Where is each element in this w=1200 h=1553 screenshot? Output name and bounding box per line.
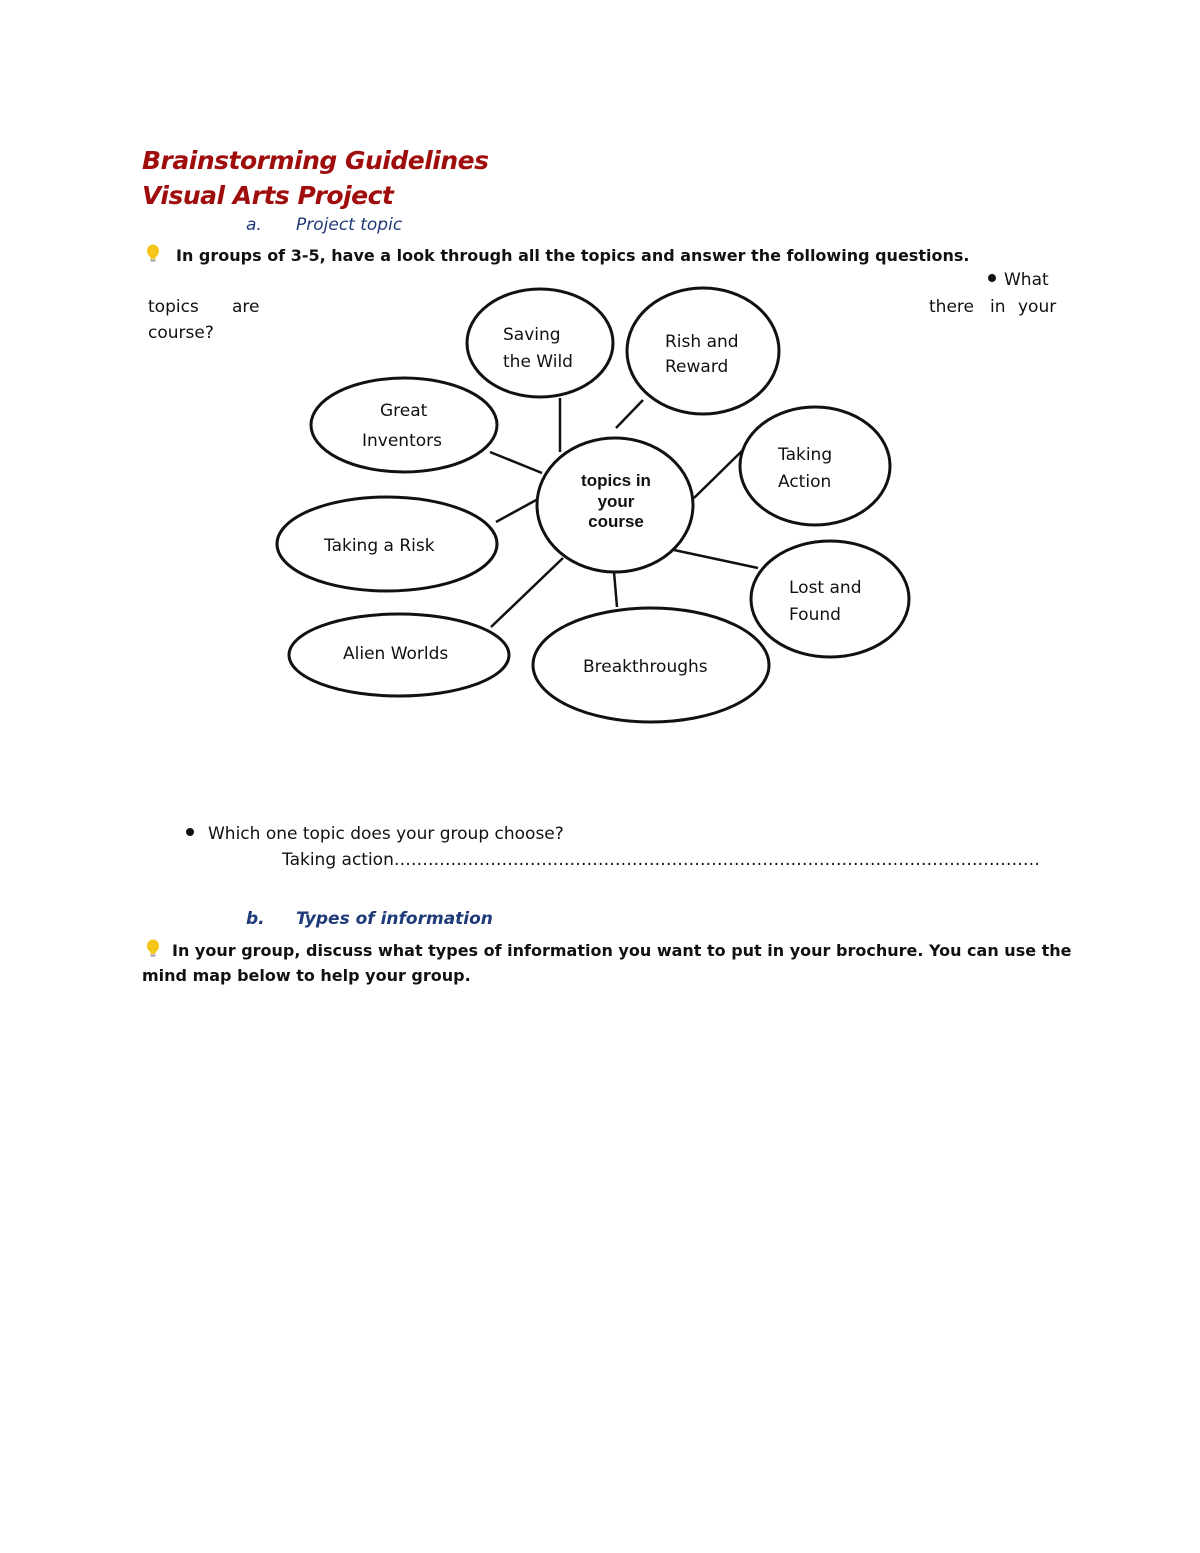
node-label: Taking a Risk	[324, 536, 435, 556]
connector-line	[674, 550, 758, 568]
node-label: Alien Worlds	[343, 644, 449, 664]
question1-word: are	[232, 297, 260, 317]
section-b-label: b.	[246, 909, 265, 929]
node-label: Found	[789, 605, 841, 625]
connector-line	[490, 452, 542, 473]
connector-line	[491, 558, 563, 627]
node-label: Reward	[665, 357, 729, 377]
instruction-b-line1	[146, 939, 1072, 960]
section-a-title: Project topic	[296, 215, 403, 235]
section-a-label: a.	[246, 215, 262, 235]
center-node-label: topics in	[581, 471, 651, 490]
instruction-b-text: In your group, discuss what types of information you want to put in your brochure. You can use the	[172, 941, 1072, 960]
instruction-b-line2: mind map below to help your group.	[142, 966, 471, 985]
question1-word: your	[1018, 297, 1057, 317]
page-title: Brainstorming Guidelines	[142, 146, 489, 175]
question1-word: course?	[148, 323, 214, 343]
center-node-label: course	[588, 512, 644, 531]
bullet-dot-icon	[186, 828, 194, 836]
topic-node-lost-and-found	[751, 541, 909, 657]
node-label: Great	[380, 401, 428, 421]
question1-word: topics	[148, 297, 199, 317]
node-label: Inventors	[362, 431, 442, 451]
node-label: Taking	[778, 445, 833, 465]
center-node-label: your	[597, 492, 635, 511]
question2	[186, 824, 564, 844]
connector-line	[496, 499, 538, 522]
question2-text: Which one topic does your group choose?	[208, 824, 564, 844]
topic-node-taking-action	[740, 407, 890, 525]
question1-word: in	[990, 297, 1006, 317]
node-label: Rish and	[665, 332, 739, 352]
node-label: Lost and	[789, 578, 862, 598]
page-subtitle: Visual Arts Project	[142, 181, 394, 210]
topic-node-great-inventors	[311, 378, 497, 472]
connector-line	[614, 572, 617, 607]
section-b-title: Types of information	[296, 909, 493, 929]
question1-word: What	[1004, 270, 1049, 290]
instruction-a-text: In groups of 3-5, have a look through all the topics and answer the following questions.	[176, 246, 970, 265]
lightbulb-icon	[146, 939, 160, 959]
section-b-heading	[246, 909, 493, 929]
question1-word: there	[929, 297, 974, 317]
connector-line	[694, 448, 745, 498]
node-label: the Wild	[503, 352, 573, 372]
node-label: Action	[778, 472, 832, 492]
node-label: Breakthroughs	[583, 657, 708, 677]
question2-answer: Taking action……………………………………………………………………………………………………	[282, 850, 1040, 870]
connector-line	[616, 400, 643, 428]
node-label: Saving	[503, 325, 561, 345]
